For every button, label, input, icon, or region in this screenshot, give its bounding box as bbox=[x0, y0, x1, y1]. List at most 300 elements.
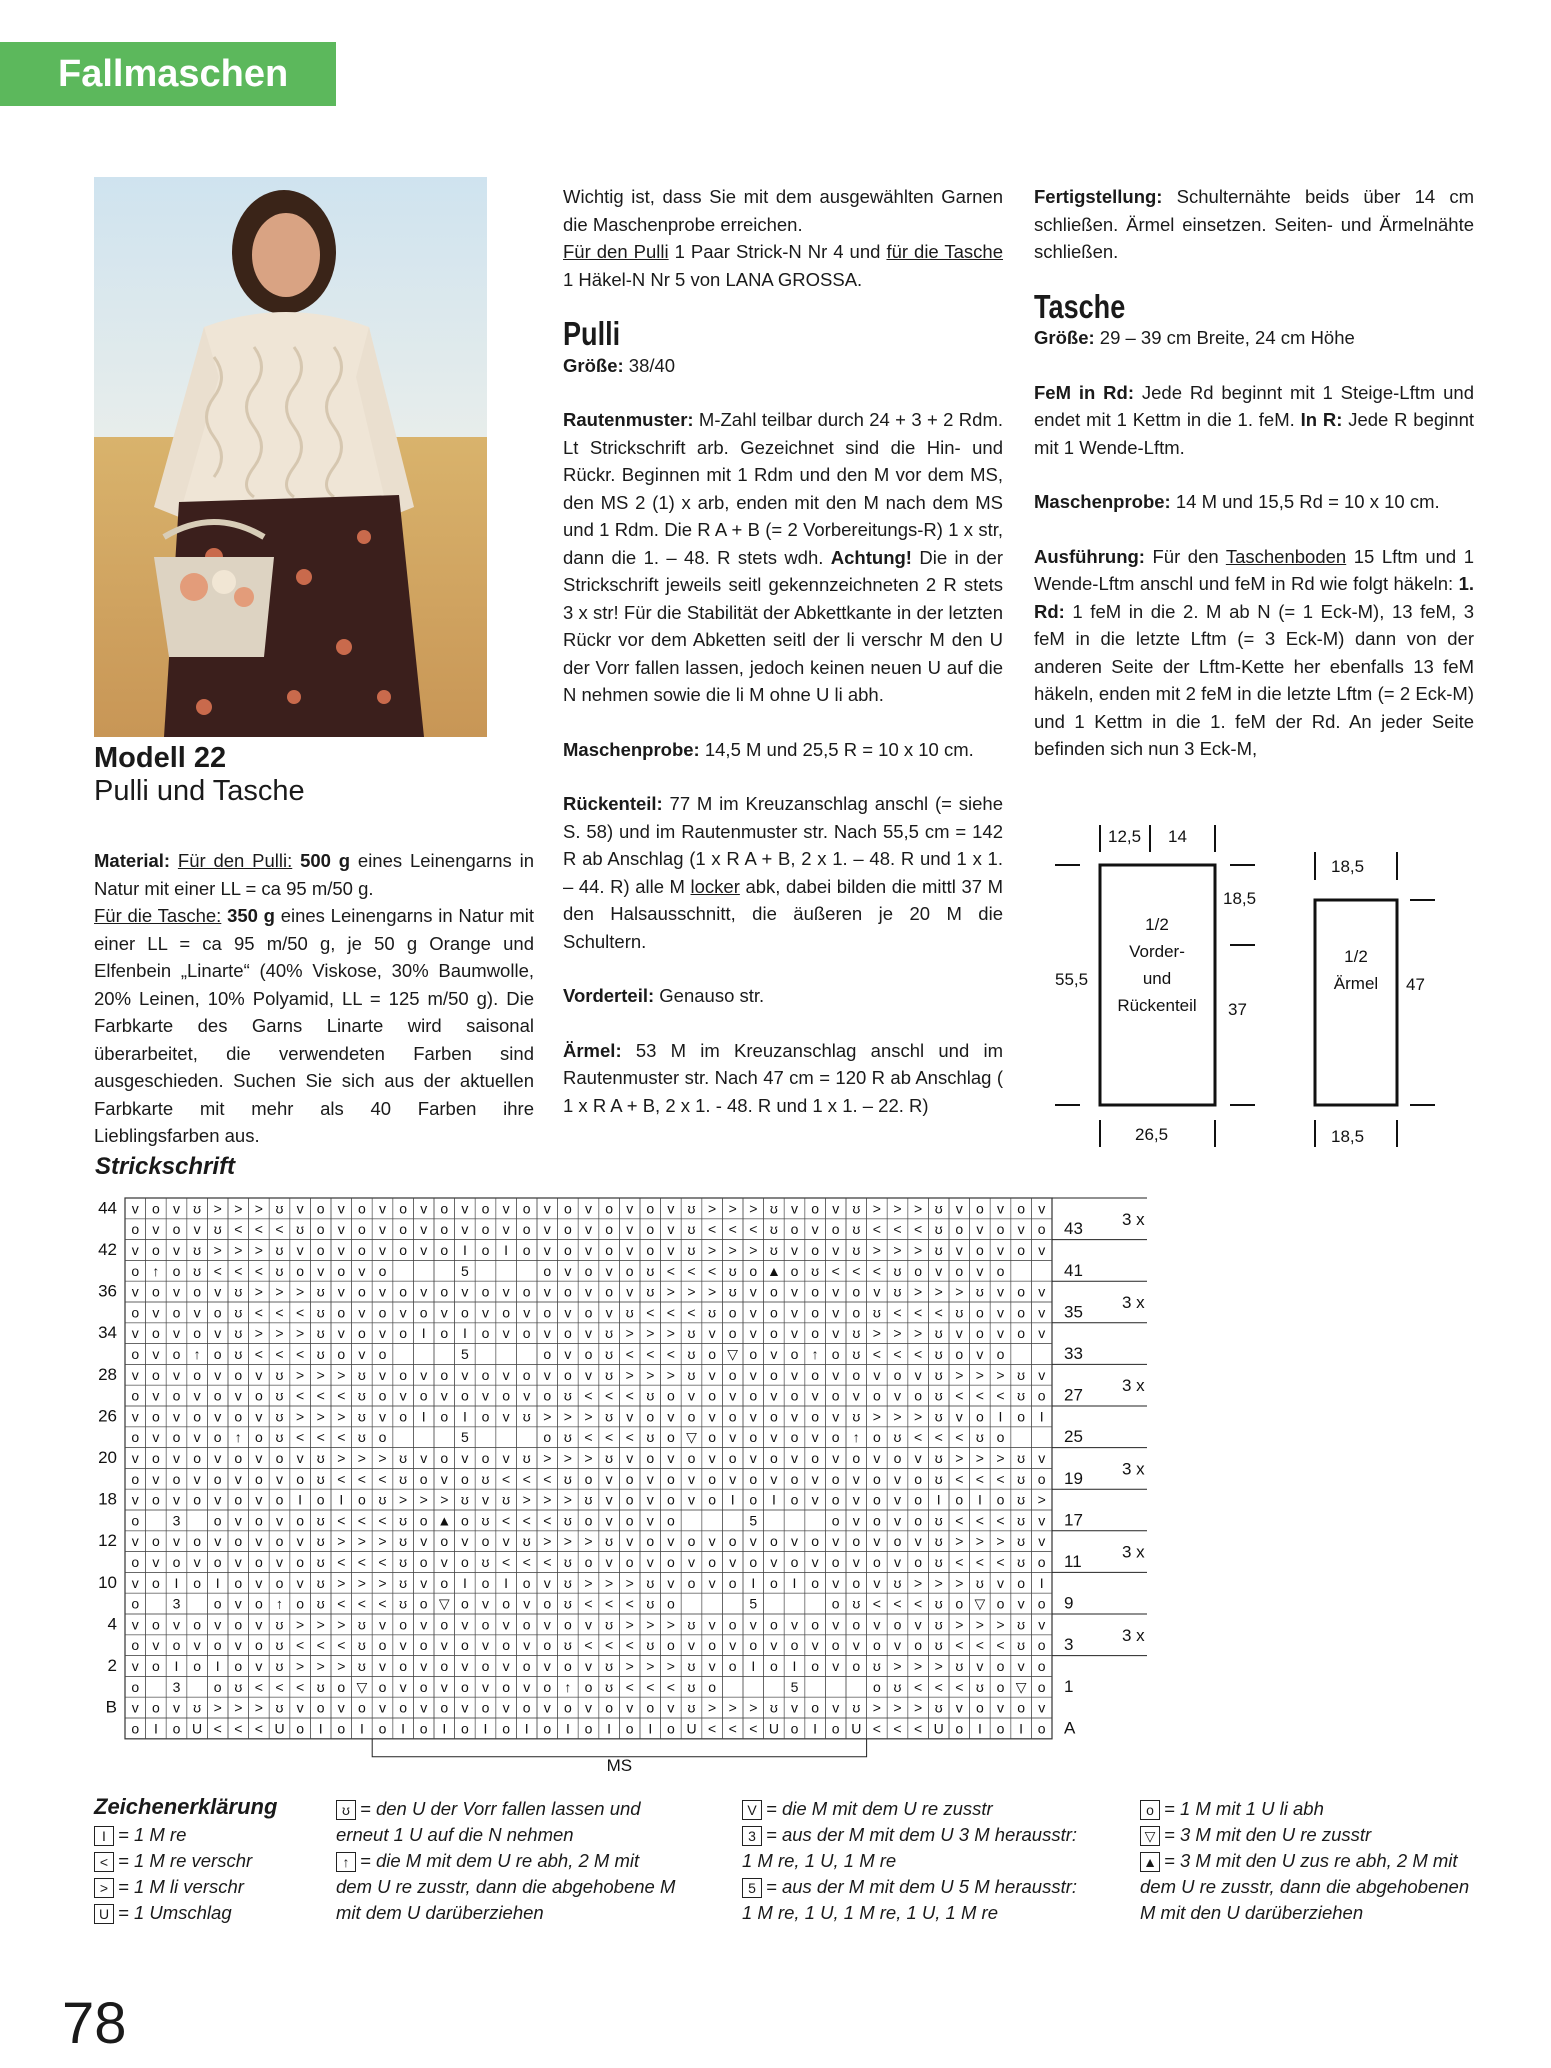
chart-symbol: ʊ bbox=[275, 1408, 284, 1425]
chart-symbol: v bbox=[379, 1699, 386, 1716]
chart-symbol: v bbox=[173, 1533, 180, 1550]
chart-symbol: v bbox=[894, 1387, 901, 1404]
chart-symbol: > bbox=[955, 1616, 964, 1633]
chart-symbol: v bbox=[214, 1366, 222, 1383]
section-tab: Fallmaschen bbox=[0, 42, 336, 106]
chart-symbol: ʊ bbox=[399, 1470, 408, 1487]
chart-symbol: ▽ bbox=[727, 1346, 739, 1362]
chart-symbol: o bbox=[399, 1366, 407, 1383]
chart-symbol: ʊ bbox=[769, 1699, 778, 1716]
chart-symbol: < bbox=[605, 1595, 614, 1612]
chart-symbol: v bbox=[420, 1450, 428, 1466]
chart-symbol: v bbox=[997, 1325, 1004, 1342]
chart-symbol: o bbox=[172, 1720, 181, 1737]
chart-symbol: ▲ bbox=[766, 1262, 781, 1279]
chart-symbol: < bbox=[357, 1595, 366, 1612]
chart-symbol: o bbox=[646, 1699, 655, 1716]
chart-symbol: o bbox=[213, 1387, 222, 1404]
chart-symbol: v bbox=[770, 1637, 778, 1654]
chart-symbol: > bbox=[357, 1533, 366, 1550]
chart-symbol: ʊ bbox=[934, 1554, 943, 1570]
chart-symbol: ʊ bbox=[708, 1304, 717, 1321]
chart-symbol: < bbox=[254, 1346, 263, 1362]
chart-symbol: v bbox=[791, 1304, 798, 1321]
chart-symbol: > bbox=[666, 1283, 675, 1300]
chart-symbol: ʊ bbox=[852, 1221, 861, 1238]
chart-symbol: < bbox=[522, 1512, 531, 1529]
legend-col-2 bbox=[336, 1796, 676, 1926]
chart-symbol: v bbox=[1017, 1658, 1025, 1674]
chart-symbol: < bbox=[831, 1262, 840, 1279]
ausf-label: Ausführung: bbox=[1034, 545, 1145, 567]
chart-symbol: v bbox=[1038, 1200, 1046, 1217]
chart-symbol: o bbox=[131, 1470, 140, 1487]
chart-symbol: o bbox=[316, 1491, 325, 1508]
chart-symbol: < bbox=[337, 1595, 346, 1612]
chart-symbol: o bbox=[419, 1595, 428, 1612]
chart-symbol: o bbox=[419, 1554, 428, 1570]
chart-symbol: v bbox=[791, 1200, 798, 1217]
chart-symbol: v bbox=[997, 1283, 1004, 1300]
chart-symbol: o bbox=[152, 1574, 160, 1591]
chart-symbol: o bbox=[543, 1304, 552, 1321]
chart-symbol: o bbox=[481, 1366, 490, 1383]
chart-symbol: ʊ bbox=[852, 1242, 861, 1258]
chart-symbol: v bbox=[1038, 1283, 1046, 1300]
chart-symbol: o bbox=[831, 1387, 840, 1404]
chart-symbol: v bbox=[873, 1283, 881, 1300]
chart-symbol: v bbox=[585, 1221, 592, 1238]
chart-symbol: < bbox=[625, 1429, 634, 1446]
chart-symbol: > bbox=[378, 1533, 387, 1550]
vorder-text: Genauso str. bbox=[654, 985, 765, 1006]
chart-symbol: ʊ bbox=[605, 1450, 614, 1466]
chart-symbol: o bbox=[172, 1387, 181, 1404]
chart-symbol: ʊ bbox=[872, 1304, 881, 1321]
chart-symbol: o bbox=[790, 1637, 799, 1654]
chart-symbol: v bbox=[1038, 1533, 1046, 1550]
chart-symbol: v bbox=[379, 1200, 386, 1217]
chart-symbol: < bbox=[955, 1387, 964, 1404]
chart-symbol: ʊ bbox=[316, 1554, 325, 1570]
chart-symbol: v bbox=[502, 1658, 510, 1674]
pulli-size-label: Größe: bbox=[563, 354, 624, 376]
chart-symbol: ʊ bbox=[934, 1242, 943, 1258]
chart-symbol: o bbox=[770, 1325, 778, 1342]
chart-symbol: ʊ bbox=[1017, 1450, 1026, 1466]
chart-symbol: o bbox=[316, 1242, 325, 1258]
chart-symbol: < bbox=[852, 1262, 861, 1279]
chart-symbol: > bbox=[254, 1242, 263, 1258]
chart-symbol: o bbox=[419, 1637, 428, 1654]
chart-symbol: o bbox=[811, 1304, 819, 1321]
chart-symbol: o bbox=[687, 1533, 696, 1550]
chart-symbol: > bbox=[399, 1491, 408, 1508]
chart-symbol: v bbox=[770, 1346, 778, 1362]
chart-symbol: ʊ bbox=[646, 1574, 655, 1591]
needles-pulli-text: 1 Paar Strick-N Nr 4 und bbox=[668, 241, 887, 262]
chart-symbol: o bbox=[605, 1242, 613, 1258]
chart-symbol: o bbox=[646, 1533, 655, 1550]
chart-symbol: ʊ bbox=[934, 1470, 943, 1487]
chart-symbol: o bbox=[996, 1658, 1005, 1674]
body-label-1: 1/2 bbox=[1145, 915, 1169, 934]
page-number: 78 bbox=[62, 1991, 127, 2056]
chart-symbol: o bbox=[522, 1242, 531, 1258]
chart-symbol: > bbox=[625, 1325, 634, 1342]
chart-symbol: o bbox=[996, 1678, 1005, 1695]
chart-symbol: v bbox=[852, 1470, 860, 1487]
rd1-label: 1. Rd: bbox=[1034, 573, 1474, 622]
chart-symbol: ʊ bbox=[646, 1595, 655, 1612]
chart-symbol: < bbox=[337, 1470, 346, 1487]
chart-symbol: v bbox=[420, 1658, 428, 1674]
chart-symbol: o bbox=[461, 1720, 469, 1737]
chart-symbol: o bbox=[811, 1283, 819, 1300]
chart-symbol: < bbox=[378, 1512, 387, 1529]
chart-left-label: B bbox=[105, 1697, 117, 1717]
chart-symbol: o bbox=[440, 1366, 449, 1383]
chart-symbol: < bbox=[996, 1470, 1005, 1487]
chart-symbol: v bbox=[173, 1491, 180, 1508]
chart-symbol: < bbox=[893, 1595, 902, 1612]
chart-symbol: o bbox=[708, 1637, 716, 1654]
chart-symbol: o bbox=[852, 1283, 861, 1300]
legend-symbol: o bbox=[1140, 1800, 1160, 1820]
chart-symbol: v bbox=[276, 1512, 283, 1529]
chart-symbol: > bbox=[872, 1408, 881, 1425]
chart-symbol: v bbox=[337, 1699, 345, 1716]
chart-symbol: v bbox=[894, 1554, 901, 1570]
chart-symbol: o bbox=[893, 1450, 902, 1466]
chart-symbol: > bbox=[605, 1574, 614, 1591]
chart-symbol: o bbox=[831, 1595, 840, 1612]
chart-symbol: v bbox=[255, 1658, 263, 1674]
chart-symbol: v bbox=[832, 1574, 840, 1591]
chart-symbol: o bbox=[914, 1554, 922, 1570]
chart-symbol: o bbox=[852, 1450, 861, 1466]
chart-symbol: 3 bbox=[172, 1512, 181, 1529]
chart-symbol: ʊ bbox=[934, 1450, 943, 1466]
chart-symbol: > bbox=[625, 1616, 634, 1633]
chart-symbol: o bbox=[358, 1283, 366, 1300]
chart-symbol: v bbox=[791, 1325, 798, 1342]
chart-symbol: ʊ bbox=[481, 1554, 490, 1570]
chart-symbol: v bbox=[811, 1554, 819, 1570]
chart-symbol: o bbox=[440, 1616, 449, 1633]
chart-symbol: > bbox=[893, 1242, 902, 1258]
model-photo-illustration bbox=[94, 177, 487, 737]
chart-symbol: o bbox=[770, 1533, 778, 1550]
chart-symbol: ʊ bbox=[275, 1366, 284, 1383]
chart-symbol: > bbox=[996, 1450, 1005, 1466]
chart-symbol: ʊ bbox=[934, 1366, 943, 1383]
chart-symbol: v bbox=[646, 1554, 654, 1570]
chart-symbol: U bbox=[933, 1720, 944, 1737]
chart-symbol: ʊ bbox=[357, 1616, 366, 1633]
chart-symbol: v bbox=[791, 1616, 798, 1633]
chart-symbol: v bbox=[358, 1262, 366, 1279]
chart-symbol: ʊ bbox=[316, 1283, 325, 1300]
chart-symbol: o bbox=[481, 1325, 490, 1342]
chart-symbol: o bbox=[728, 1616, 737, 1633]
chart-symbol: o bbox=[481, 1533, 490, 1550]
chart-symbol: v bbox=[440, 1304, 448, 1321]
chart-symbol: v bbox=[1017, 1221, 1025, 1238]
chart-symbol: v bbox=[214, 1491, 222, 1508]
chart-symbol: ʊ bbox=[605, 1533, 614, 1550]
material-tasche-amount: 350 g bbox=[227, 905, 275, 926]
chart-symbol: I bbox=[648, 1720, 653, 1737]
chart-symbol: > bbox=[975, 1616, 984, 1633]
chart-symbol: v bbox=[461, 1200, 469, 1217]
chart-symbol: o bbox=[893, 1533, 902, 1550]
chart-symbol: o bbox=[296, 1595, 304, 1612]
chart-symbol: > bbox=[996, 1366, 1005, 1383]
chart-symbol: > bbox=[296, 1366, 305, 1383]
chart-symbol: v bbox=[667, 1408, 675, 1425]
chart-symbol: I bbox=[174, 1658, 179, 1674]
chart-symbol: o bbox=[522, 1658, 531, 1674]
chart-symbol: o bbox=[873, 1554, 881, 1570]
rauten-text: M-Zahl teilbar durch 24 + 3 + 2 Rdm. Lt Strickschrift arb. Gezeichnet sind die Hin- und Rückr. Beginnen mit 1 Rdm und den M vor dem MS, den MS 2 (1) x arb, enden mit den M nach dem MS und 1 Rdm. Die R A + B (= 2 Vorbereitungs-R) 1 x str, dann die 1. – 48. R stets wdh. bbox=[563, 409, 1003, 568]
legend-text: = die M mit dem U re zusstr bbox=[766, 1798, 993, 1819]
chart-symbol: o bbox=[152, 1366, 160, 1383]
chart-symbol: o bbox=[811, 1574, 819, 1591]
chart-symbol: o bbox=[172, 1554, 181, 1570]
chart-symbol: > bbox=[646, 1366, 655, 1383]
chart-symbol: ʊ bbox=[522, 1450, 531, 1466]
chart-symbol: o bbox=[564, 1325, 572, 1342]
chart-symbol: o bbox=[749, 1429, 758, 1446]
chart-symbol: > bbox=[687, 1283, 696, 1300]
chart-left-label: 42 bbox=[98, 1240, 117, 1259]
chart-symbol: > bbox=[646, 1616, 655, 1633]
chart-symbol: o bbox=[440, 1574, 449, 1591]
chart-symbol: < bbox=[254, 1678, 263, 1695]
chart-left-label: 10 bbox=[98, 1572, 117, 1592]
chart-symbol: o bbox=[378, 1678, 387, 1695]
chart-symbol: I bbox=[442, 1720, 447, 1737]
chart-symbol: o bbox=[461, 1554, 469, 1570]
chart-symbol: < bbox=[646, 1346, 655, 1362]
chart-symbol: o bbox=[193, 1658, 201, 1674]
chart-symbol: o bbox=[213, 1637, 222, 1654]
chart-symbol: > bbox=[934, 1574, 943, 1591]
chart-symbol: v bbox=[255, 1408, 263, 1425]
chart-symbol: o bbox=[481, 1242, 490, 1258]
dim-body-right-upper: 18,5 bbox=[1223, 889, 1257, 908]
chart-symbol: < bbox=[996, 1554, 1005, 1570]
chart-symbol: o bbox=[358, 1325, 366, 1342]
chart-symbol: o bbox=[440, 1242, 449, 1258]
chart-symbol: o bbox=[481, 1658, 490, 1674]
chart-symbol: < bbox=[337, 1429, 346, 1446]
legend-symbol: ↑ bbox=[336, 1852, 356, 1872]
chart-symbol: o bbox=[131, 1554, 140, 1570]
legend-item bbox=[742, 1822, 1082, 1874]
chart-symbol: v bbox=[543, 1242, 551, 1258]
chart-symbol: > bbox=[893, 1325, 902, 1342]
chart-symbol: v bbox=[832, 1450, 840, 1466]
chart-symbol: ʊ bbox=[1017, 1470, 1026, 1487]
chart-symbol: > bbox=[955, 1450, 964, 1466]
chart-symbol: v bbox=[997, 1304, 1004, 1321]
chart-symbol: v bbox=[358, 1346, 366, 1362]
chart-symbol: 5 bbox=[749, 1512, 758, 1529]
chart-symbol: o bbox=[955, 1346, 964, 1362]
legend-text: = 1 M mit 1 U li abh bbox=[1164, 1798, 1324, 1819]
chart-symbol: I bbox=[462, 1325, 467, 1342]
chart-symbol: < bbox=[316, 1637, 325, 1654]
chart-symbol: v bbox=[894, 1470, 901, 1487]
chart-symbol: o bbox=[152, 1325, 160, 1342]
chart-symbol: ʊ bbox=[563, 1554, 572, 1570]
chart-symbol: v bbox=[791, 1533, 798, 1550]
chart-symbol: < bbox=[337, 1512, 346, 1529]
chart-symbol: < bbox=[625, 1637, 634, 1654]
chart-symbol: o bbox=[152, 1450, 160, 1466]
chart-left-label: 34 bbox=[98, 1323, 117, 1343]
dim-sleeve-right: 47 bbox=[1406, 975, 1425, 994]
chart-symbol: o bbox=[749, 1262, 758, 1279]
chart-symbol: 5 bbox=[749, 1595, 758, 1612]
chart-symbol: o bbox=[1037, 1595, 1046, 1612]
chart-symbol: < bbox=[934, 1429, 943, 1446]
chart-symbol: v bbox=[729, 1554, 737, 1570]
chart-symbol: > bbox=[893, 1699, 902, 1716]
chart-symbol: > bbox=[584, 1574, 593, 1591]
chart-symbol: < bbox=[625, 1595, 634, 1612]
chart-symbol: o bbox=[440, 1325, 449, 1342]
chart-symbol: o bbox=[234, 1408, 243, 1425]
chart-symbol: > bbox=[440, 1491, 449, 1508]
chart-symbol: < bbox=[357, 1512, 366, 1529]
chart-symbol: v bbox=[852, 1512, 860, 1529]
chart-symbol: > bbox=[337, 1366, 346, 1383]
chart-symbol: < bbox=[254, 1720, 263, 1737]
chart-symbol: o bbox=[193, 1533, 201, 1550]
chart-symbol: < bbox=[522, 1470, 531, 1487]
legend-symbol: I bbox=[94, 1826, 114, 1846]
chart-symbol: > bbox=[584, 1533, 593, 1550]
ruecken-text-2: abk, dabei bilden die mittl 37 M den Halsausschnitt, die äußeren je 20 M die Schultern. bbox=[563, 875, 1003, 952]
chart-symbol: ʊ bbox=[687, 1366, 696, 1383]
chart-symbol: ʊ bbox=[1017, 1616, 1026, 1633]
chart-symbol: o bbox=[213, 1554, 222, 1570]
chart-symbol: ʊ bbox=[687, 1325, 696, 1342]
chart-symbol: o bbox=[749, 1387, 758, 1404]
chart-symbol: v bbox=[688, 1387, 695, 1404]
chart-symbol: v bbox=[708, 1450, 716, 1466]
chart-symbol: ʊ bbox=[399, 1554, 408, 1570]
chart-symbol: > bbox=[625, 1574, 634, 1591]
legend-symbol: ▽ bbox=[1140, 1826, 1160, 1846]
chart-symbol: I bbox=[607, 1720, 612, 1737]
chart-symbol: < bbox=[543, 1554, 552, 1570]
chart-symbol: ↑ bbox=[193, 1346, 201, 1362]
chart-symbol: > bbox=[543, 1533, 552, 1550]
chart-symbol: ʊ bbox=[646, 1283, 655, 1300]
chart-symbol: o bbox=[564, 1242, 572, 1258]
needles-tasche-text: 1 Häkel-N Nr 5 von LANA GROSSA. bbox=[563, 268, 863, 290]
chart-symbol: v bbox=[255, 1450, 263, 1466]
chart-symbol: o bbox=[1037, 1221, 1046, 1238]
chart-symbol: o bbox=[419, 1470, 428, 1487]
chart-symbol: v bbox=[626, 1450, 634, 1466]
chart-symbol: o bbox=[461, 1470, 469, 1487]
chart-symbol: o bbox=[914, 1637, 922, 1654]
chart-symbol: v bbox=[461, 1221, 469, 1238]
chart-symbol: o bbox=[770, 1450, 778, 1466]
chart-symbol: v bbox=[811, 1637, 819, 1654]
chart-symbol: v bbox=[708, 1658, 716, 1674]
chart-symbol: o bbox=[667, 1595, 675, 1612]
chart-symbol: o bbox=[522, 1366, 531, 1383]
chart-symbol: > bbox=[914, 1283, 923, 1300]
chart-symbol: v bbox=[337, 1221, 345, 1238]
chart-symbol: ʊ bbox=[769, 1200, 778, 1217]
chart-symbol: v bbox=[688, 1470, 695, 1487]
chart-symbol: ʊ bbox=[872, 1658, 881, 1674]
chart-symbol: ʊ bbox=[893, 1262, 902, 1279]
chart-symbol: v bbox=[440, 1387, 448, 1404]
chart-symbol: v bbox=[399, 1637, 407, 1654]
material-section bbox=[94, 847, 534, 1177]
chart-symbol: ʊ bbox=[934, 1221, 943, 1238]
chart-symbol: v bbox=[461, 1283, 469, 1300]
chart-symbol: o bbox=[358, 1200, 366, 1217]
chart-symbol: o bbox=[770, 1408, 778, 1425]
chart-symbol: v bbox=[131, 1699, 139, 1716]
chart-symbol: v bbox=[955, 1325, 963, 1342]
chart-symbol: o bbox=[584, 1304, 593, 1321]
chart-symbol: v bbox=[131, 1366, 139, 1383]
chart-symbol: o bbox=[1017, 1200, 1025, 1217]
chart-symbol: v bbox=[832, 1408, 840, 1425]
chart-symbol: o bbox=[193, 1283, 201, 1300]
chart-symbol: o bbox=[193, 1450, 201, 1466]
chart-symbol: o bbox=[914, 1470, 922, 1487]
chart-symbol: > bbox=[872, 1325, 881, 1342]
chart-symbol: v bbox=[214, 1283, 222, 1300]
chart-symbol: ʊ bbox=[955, 1304, 964, 1321]
chart-symbol: ʊ bbox=[275, 1242, 284, 1258]
chart-symbol: v bbox=[667, 1242, 675, 1258]
chart-symbol: U bbox=[851, 1720, 862, 1737]
chart-symbol: ʊ bbox=[522, 1533, 531, 1550]
chart-symbol: v bbox=[193, 1429, 201, 1446]
chart-symbol: v bbox=[873, 1366, 881, 1383]
chart-symbol: v bbox=[379, 1242, 386, 1258]
chart-symbol: < bbox=[296, 1678, 305, 1695]
chart-symbol: < bbox=[337, 1637, 346, 1654]
chart-symbol: o bbox=[790, 1262, 799, 1279]
chart-symbol: ↑ bbox=[852, 1429, 860, 1446]
chart-symbol: o bbox=[440, 1658, 449, 1674]
chart-symbol: v bbox=[131, 1200, 139, 1217]
chart-symbol: v bbox=[152, 1554, 160, 1570]
chart-symbol: ʊ bbox=[893, 1429, 902, 1446]
chart-symbol: o bbox=[316, 1221, 325, 1238]
chart-symbol: > bbox=[914, 1658, 923, 1674]
chart-symbol: v bbox=[276, 1554, 283, 1570]
chart-symbol: > bbox=[728, 1200, 737, 1217]
chart-symbol: v bbox=[214, 1325, 222, 1342]
chart-symbol: v bbox=[832, 1242, 840, 1258]
chart-symbol: o bbox=[502, 1637, 510, 1654]
chart-symbol: o bbox=[831, 1554, 840, 1570]
